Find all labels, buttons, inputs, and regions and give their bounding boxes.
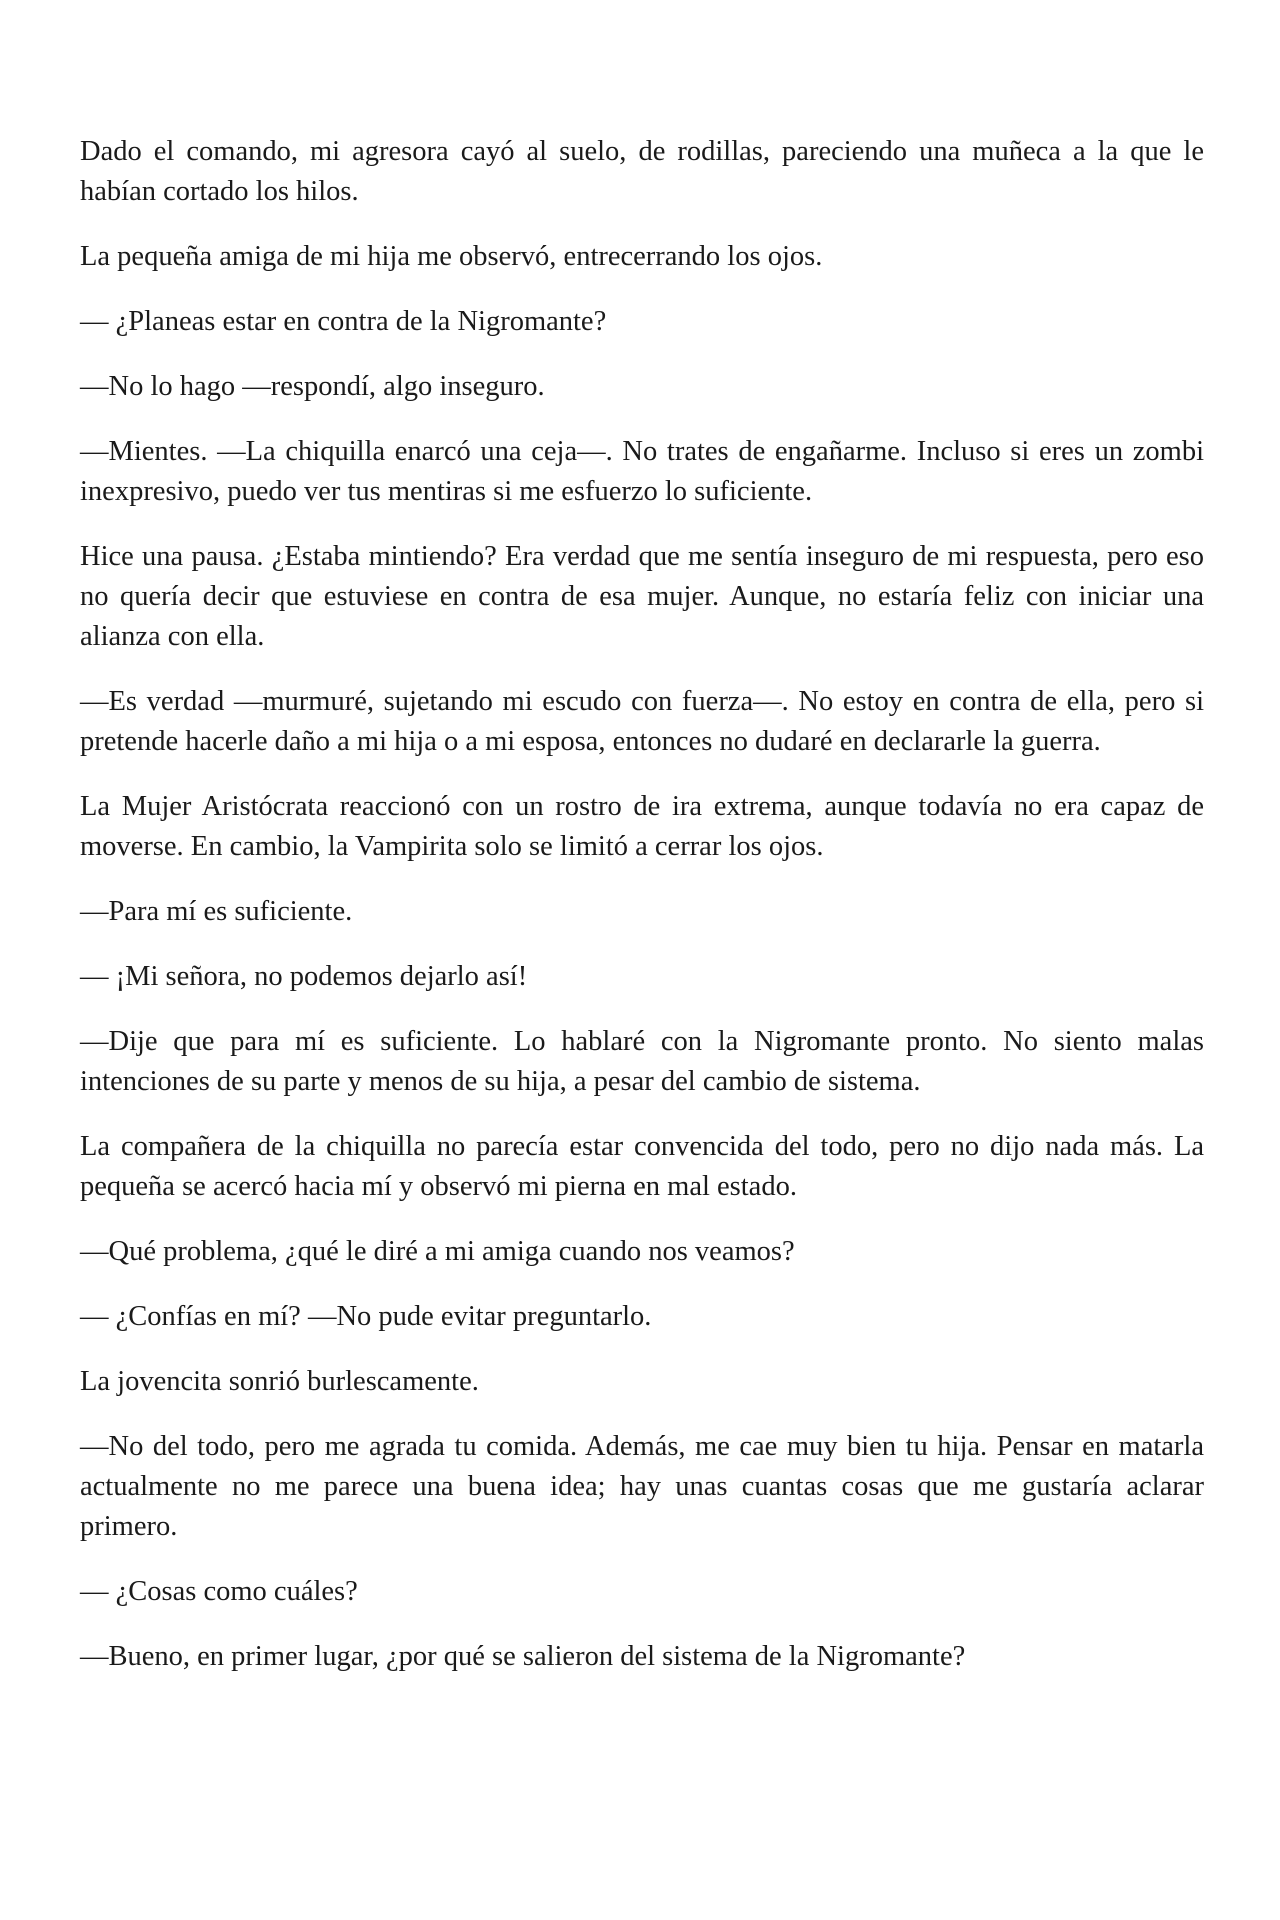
paragraph-10: — ¡Mi señora, no podemos dejarlo así! [80,961,528,992]
paragraph-14: — ¿Confías en mí? —No pude evitar preguntarlo. [80,1301,652,1332]
paragraph-12: La compañera de la chiquilla no parecía estar convencida del todo, pero no dijo nada más. La pequeña se acercó hacia mí y observó mi pierna en mal estado. [80,1131,1204,1202]
paragraph-16: —No del todo, pero me agrada tu comida. Además, me cae muy bien tu hija. Pensar en matarla actualmente no me parece una buena idea; hay unas cuantas cosas que me gustaría aclarar primero. [80,1431,1204,1542]
paragraph-7: —Es verdad —murmuré, sujetando mi escudo con fuerza—. No estoy en contra de ella, pero si pretende hacerle daño a mi hija o a mi esposa, entonces no dudaré en declararle la guerra. [80,686,1204,757]
paragraph-4: —No lo hago —respondí, algo inseguro. [80,371,545,402]
paragraph-3: — ¿Planeas estar en contra de la Nigromante? [80,306,607,337]
paragraph-8: La Mujer Aristócrata reaccionó con un rostro de ira extrema, aunque todavía no era capaz de moverse. En cambio, la Vampirita solo se limitó a cerrar los ojos. [80,791,1204,862]
paragraph-17: — ¿Cosas como cuáles? [80,1576,358,1607]
paragraph-13: —Qué problema, ¿qué le diré a mi amiga cuando nos veamos? [80,1236,795,1267]
paragraph-9: —Para mí es suficiente. [80,896,353,927]
paragraph-1: Dado el comando, mi agresora cayó al suelo, de rodillas, pareciendo una muñeca a la que le habían cortado los hilos. [80,136,1204,207]
paragraph-2: La pequeña amiga de mi hija me observó, entrecerrando los ojos. [80,241,823,272]
paragraph-11: —Dije que para mí es suficiente. Lo hablaré con la Nigromante pronto. No siento malas intenciones de su parte y menos de su hija, a pesar del cambio de sistema. [80,1026,1204,1097]
paragraph-5: —Mientes. —La chiquilla enarcó una ceja—. No trates de engañarme. Incluso si eres un zombi inexpresivo, puedo ver tus mentiras si me esfuerzo lo suficiente. [80,436,1204,507]
paragraph-15: La jovencita sonrió burlescamente. [80,1366,479,1397]
paragraph-18: —Bueno, en primer lugar, ¿por qué se salieron del sistema de la Nigromante? [80,1641,966,1672]
paragraph-6: Hice una pausa. ¿Estaba mintiendo? Era verdad que me sentía inseguro de mi respuesta, pero eso no quería decir que estuviese en contra de esa mujer. Aunque, no estaría feliz con iniciar una alianza con ella. [80,541,1204,652]
document-page [80,132,1204,1702]
